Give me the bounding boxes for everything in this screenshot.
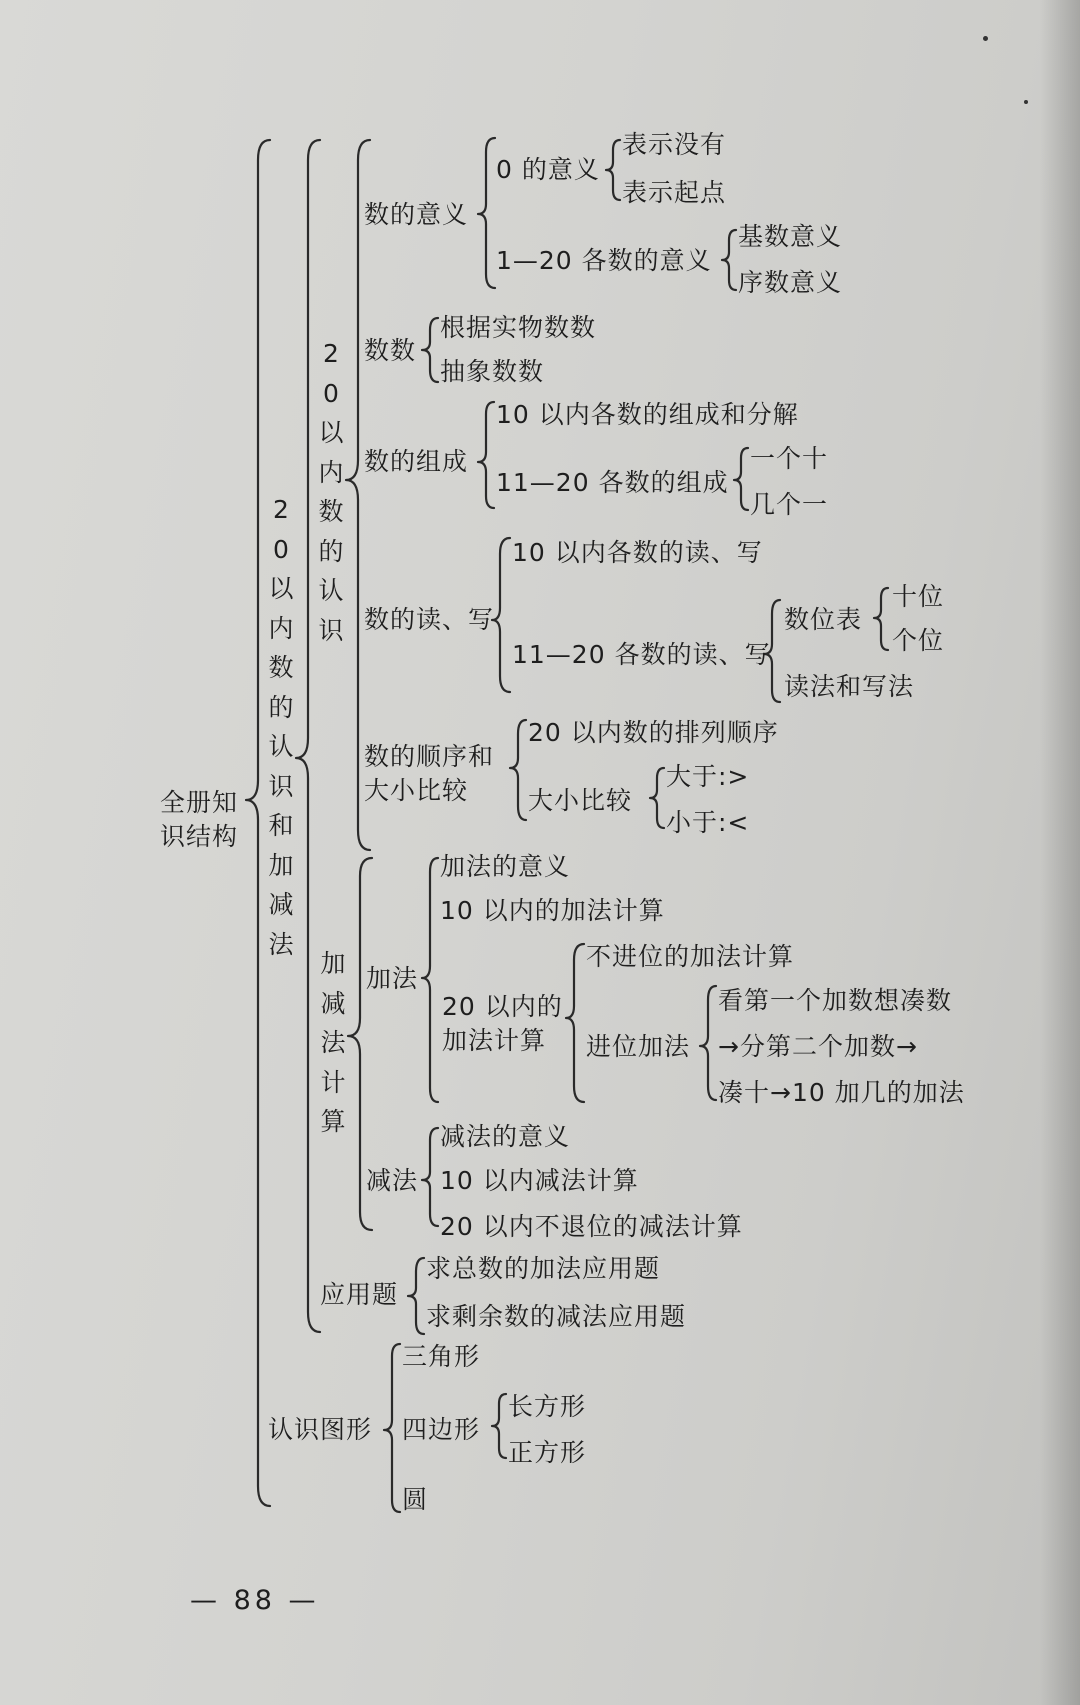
one-to-twenty-meaning-label: 1—20 各数的意义 [496,246,712,275]
readwrite-within10: 10 以内各数的读、写 [512,538,763,567]
subtraction-within10: 10 以内减法计算 [440,1166,639,1195]
root-label: 全册知 识结构 [160,788,239,851]
brace-zero [606,140,620,200]
brace-quad [492,1394,506,1458]
tens-place: 十位 [892,582,945,611]
order-label: 数的顺序和 大小比较 [364,742,495,805]
brace-meaning [478,138,495,288]
application-remaining: 求剩余数的减法应用题 [426,1302,687,1331]
zero-item-none: 表示没有 [622,130,727,159]
brace-readwrite [492,538,510,692]
counting-abstract: 抽象数数 [440,357,545,386]
brace-carry [700,986,716,1100]
counting-objects: 根据实物数数 [440,313,597,342]
brace-arith [296,140,320,1332]
brace-within20-add [566,944,584,1102]
compare-label: 大小比较 [528,786,633,815]
less-than: 小于:< [666,808,750,837]
zero-item-start: 表示起点 [622,178,727,207]
brace-applications [408,1258,424,1334]
counting-label: 数数 [364,336,417,365]
brace-eleven-compose [734,448,748,510]
brace-compare [650,768,664,828]
read-write-method: 读法和写法 [784,672,915,701]
zero-meaning-label: 0 的意义 [496,155,600,184]
composition-eleven-label: 11—20 各数的组成 [496,468,729,497]
one-ten: 一个十 [750,444,829,473]
subtraction-meaning: 减法的意义 [440,1122,571,1151]
recognition-label: 20以内数的认识 [318,339,344,645]
addition-within20-label: 20 以内的 加法计算 [442,992,563,1055]
application-total: 求总数的加法应用题 [426,1254,661,1283]
ones-place: 个位 [892,626,945,655]
ordinal-meaning: 序数意义 [738,268,843,297]
addition-meaning: 加法的意义 [440,852,571,881]
readwrite-eleven-label: 11—20 各数的读、写 [512,640,771,669]
subtraction-label: 减法 [366,1166,419,1195]
brace-addition [422,858,438,1102]
brace-composition [478,402,494,508]
brace-counting [422,318,438,382]
speck-mark [1024,100,1028,104]
applications-label: 应用题 [320,1280,399,1309]
carry-step-1: 看第一个加数想凑数 [718,986,953,1015]
shapes-part-label: 认识图形 [268,1415,373,1444]
readwrite-label: 数的读、写 [364,605,495,634]
addition-within10: 10 以内的加法计算 [440,896,665,925]
shape-square: 正方形 [508,1438,587,1467]
meaning-label: 数的意义 [364,200,469,229]
brace-order [510,720,526,820]
brace-shapes [384,1344,400,1512]
brace-subtraction [422,1128,438,1226]
calculation-label: 加减法计算 [320,949,346,1136]
place-table-label: 数位表 [784,605,863,634]
speck-mark [983,36,988,41]
composition-label: 数的组成 [364,447,469,476]
subtraction-within20: 20 以内不退位的减法计算 [440,1212,743,1241]
shape-circle: 圆 [402,1485,429,1514]
page-number: — 88 — [190,1585,320,1616]
several-ones: 几个一 [750,490,829,519]
shape-triangle: 三角形 [402,1342,481,1371]
quad-label: 四边形 [402,1415,481,1444]
no-carry-addition: 不进位的加法计算 [586,942,795,971]
carry-addition-label: 进位加法 [586,1032,691,1061]
carry-step-2: →分第二个加数→ [718,1032,918,1061]
brace-place-table [874,588,888,650]
shape-rectangle: 长方形 [508,1392,587,1421]
cardinal-meaning: 基数意义 [738,222,843,251]
addition-label: 加法 [366,964,419,993]
order-sequence: 20 以内数的排列顺序 [528,718,779,747]
carry-step-3: 凑十→10 加几的加法 [718,1078,965,1107]
composition-within10: 10 以内各数的组成和分解 [496,400,799,429]
arith-part-label: 20以内数的认识和加减法 [268,495,294,959]
brace-one-to-twenty [722,230,736,290]
greater-than: 大于:> [666,762,750,791]
